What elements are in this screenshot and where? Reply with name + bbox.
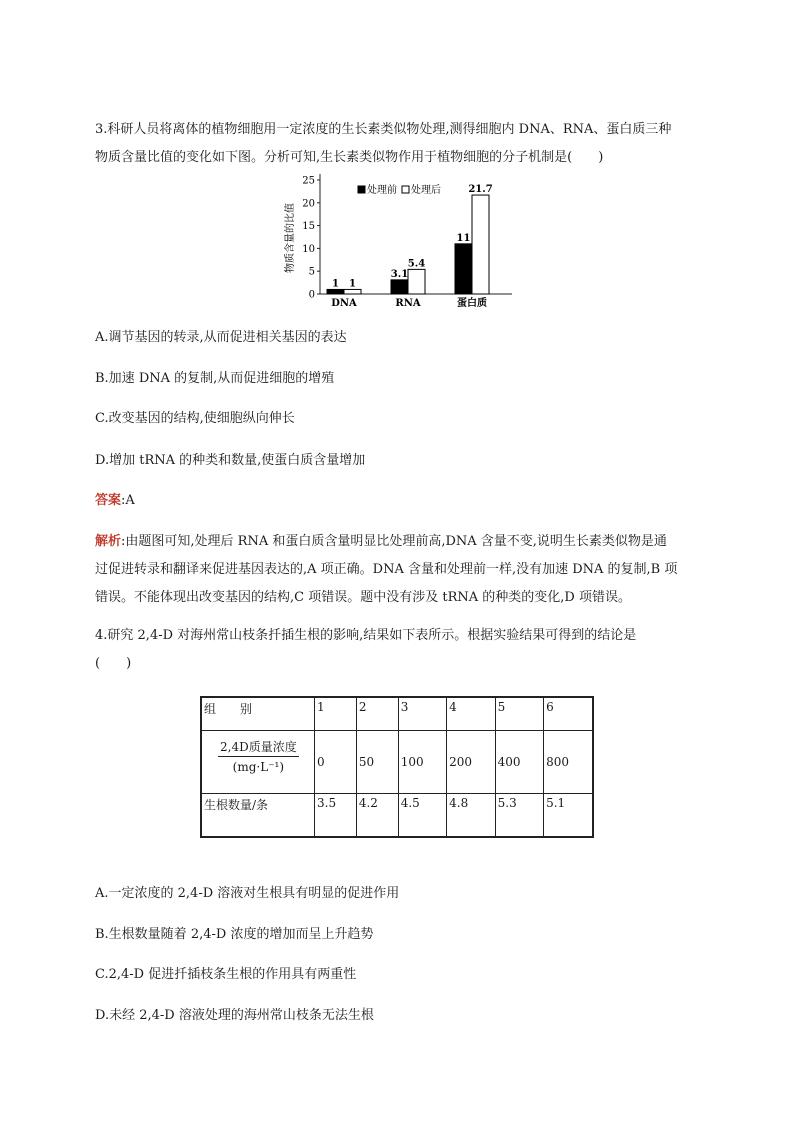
table-header-cell: 生根数量/条	[201, 794, 315, 838]
table-cell: 0	[315, 731, 357, 794]
table-header-cell: 组 别	[201, 697, 315, 731]
q4-option-a: A.一定浓度的 2,4-D 溶液对生根具有明显的促进作用	[95, 886, 400, 901]
analysis-line-3: 错误。不能体现出改变基因的结构,C 项错误。题中没有涉及 tRNA 的种类的变化,D 项错误。	[95, 590, 631, 605]
q4-option-d: D.未经 2,4-D 溶液处理的海州常山枝条无法生根	[95, 1008, 374, 1023]
q4-stem-line-1: 4.研究 2,4-D 对海州常山枝条扦插生根的影响,结果如下表所示。根据实验结果可得到的结论是	[95, 628, 637, 643]
y-tick-label: 15	[302, 221, 315, 233]
y-tick-label: 20	[302, 198, 315, 210]
q4-option-b: B.生根数量随着 2,4-D 浓度的增加而呈上升趋势	[95, 927, 374, 942]
table-row-concentration	[201, 731, 593, 794]
results-table	[200, 696, 594, 838]
table-cell: 800	[544, 731, 593, 794]
category-label: 蛋白质	[457, 298, 487, 309]
table-cell: 4.2	[356, 794, 398, 838]
bar-chart	[268, 166, 528, 314]
answer-label: 答案	[95, 493, 122, 508]
table-cell: 4.5	[398, 794, 446, 838]
table-cell: 1	[315, 697, 357, 731]
q3-option-c: C.改变基因的结构,使细胞纵向伸长	[95, 411, 295, 426]
table-cell: 5.3	[495, 794, 543, 838]
chart-ylabel: 物质含量的比值	[285, 203, 296, 273]
table-cell: 3	[398, 697, 446, 731]
legend-swatch-before	[358, 186, 365, 193]
q3-stem-line-2: 物质含量比值的变化如下图。分析可知,生长素类似物作用于植物细胞的分子机制是( )	[95, 150, 604, 165]
y-tick-label: 25	[302, 175, 315, 187]
bar-before	[455, 244, 472, 294]
y-tick-label: 5	[308, 266, 315, 278]
bar-before	[391, 280, 408, 294]
concentration-fraction	[218, 739, 299, 775]
table-cell: 50	[356, 731, 398, 794]
answer-value: :A	[121, 493, 135, 508]
table-cell: 4	[447, 697, 495, 731]
table-cell: 5	[495, 697, 543, 731]
q3-option-b: B.加速 DNA 的复制,从而促进细胞的增殖	[95, 371, 335, 386]
bar-value-label: 5.4	[407, 258, 426, 270]
table-cell: 6	[544, 697, 593, 731]
table-header-cell	[201, 731, 315, 794]
category-label: DNA	[331, 298, 357, 309]
q3-option-d: D.增加 tRNA 的种类和数量,使蛋白质含量增加	[95, 453, 366, 468]
q3-option-a: A.调节基因的转录,从而促进相关基因的表达	[95, 330, 347, 345]
bar-value-label: 3.1	[390, 268, 409, 280]
bar-after	[408, 269, 425, 294]
q4-stem	[95, 622, 707, 678]
table-cell: 3.5	[315, 794, 357, 838]
q4-option-c: C.2,4-D 促进扦插枝条生根的作用具有两重性	[95, 967, 357, 982]
y-tick-label: 0	[308, 289, 315, 301]
q4-stem-line-2: ( )	[95, 656, 132, 671]
category-label: RNA	[395, 298, 421, 309]
analysis-line-2: 过促进转录和翻译来促进基因表达的,A 项正确。DNA 含量和处理前一样,没有加速 DNA 的复制,B 项	[95, 562, 678, 577]
q3-analysis	[95, 528, 707, 612]
table-cell: 5.1	[544, 794, 593, 838]
table-row-roots	[201, 794, 593, 838]
bar-after	[472, 195, 489, 294]
concentration-unit: (mg·L⁻¹)	[232, 760, 285, 774]
bar-after	[344, 289, 361, 294]
q3-stem-line-1: 3.科研人员将离体的植物细胞用一定浓度的生长素类似物处理,测得细胞内 DNA、RNA、蛋白质三种	[95, 122, 672, 137]
table-cell: 4.8	[447, 794, 495, 838]
table-cell: 2	[356, 697, 398, 731]
legend-label-before: 处理前	[367, 185, 397, 196]
bar-value-label: 1	[332, 278, 339, 290]
q3-answer	[95, 491, 135, 511]
bar-value-label: 1	[349, 278, 356, 290]
legend-label-after: 处理后	[411, 185, 441, 196]
concentration-label: 2,4D质量浓度	[218, 739, 299, 757]
table-row-groups	[201, 697, 593, 731]
table-cell: 200	[447, 731, 495, 794]
bar-before	[327, 289, 344, 294]
analysis-label: 解析	[95, 534, 122, 549]
legend-swatch-after	[402, 186, 409, 193]
analysis-line-1: :由题图可知,处理后 RNA 和蛋白质含量明显比处理前高,DNA 含量不变,说明生长素类似物是通	[121, 534, 667, 549]
bar-value-label: 21.7	[468, 184, 493, 196]
q3-stem	[95, 116, 707, 172]
bar-value-label: 11	[456, 232, 471, 244]
y-tick-label: 10	[302, 243, 315, 255]
table-cell: 400	[495, 731, 543, 794]
table-cell: 100	[398, 731, 446, 794]
